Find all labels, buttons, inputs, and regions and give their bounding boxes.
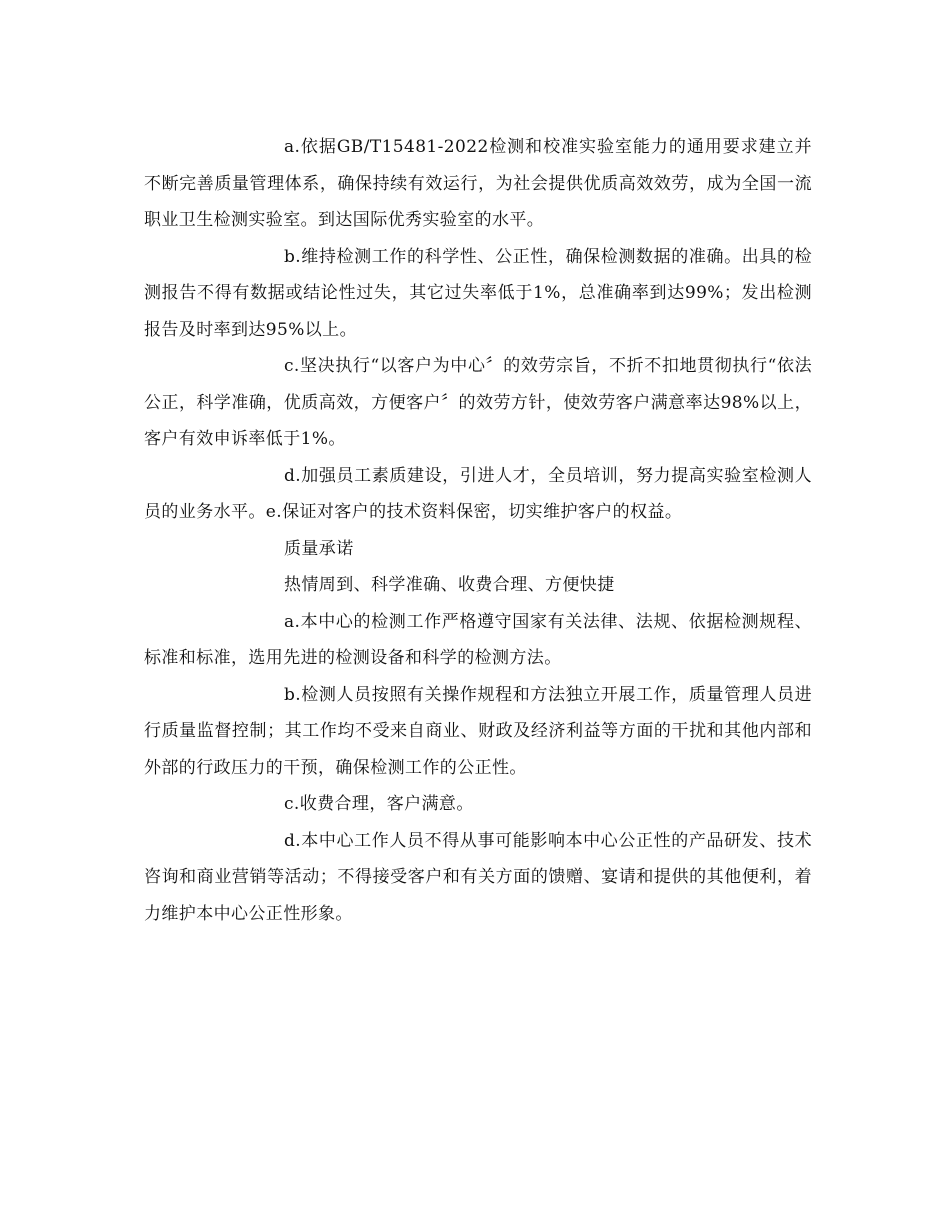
- paragraph-goal-b: b.维持检测工作的科学性、公正性，确保检测数据的准确。出具的检测报告不得有数据或结论性过失，其它过失率低于1%，总准确率到达99%；发出检测报告及时率到达95%以上。: [144, 246, 812, 340]
- paragraph-goal-d-e: d.加强员工素质建设，引进人才，全员培训，努力提高实验室检测人员的业务水平。e.保证对客户的技术资料保密，切实维护客户的权益。: [144, 465, 812, 522]
- paragraph-goal-c: c.坚决执行“以客户为中心〞的效劳宗旨，不折不扣地贯彻执行“依法公正，科学准确，优质高效，方便客户〞的效劳方针，使效劳客户满意率达98%以上，客户有效申诉率低于1%。: [144, 356, 812, 449]
- paragraph-commitment-c: c.收费合理，客户满意。: [284, 794, 474, 814]
- paragraph-commitment-b: b.检测人员按照有关操作规程和方法独立开展工作，质量管理人员进行质量监督控制；其工作均不受来自商业、财政及经济利益等方面的干扰和其他内部和外部的行政压力的干预，确保检测工作的公正性。: [144, 684, 812, 778]
- paragraph-goal-a: a.依据GB/T15481-2022检测和校准实验室能力的通用要求建立并不断完善质量管理体系，确保持续有效运行，为社会提供优质高效效劳，成为全国一流职业卫生检测实验室。到达国际优秀实验室的水平。: [144, 137, 812, 230]
- section-heading-quality-commitment: 质量承诺: [284, 538, 354, 559]
- commitment-slogan: 热情周到、科学准确、收费合理、方便快捷: [284, 575, 615, 595]
- document-body: [144, 129, 812, 932]
- paragraph-commitment-d: d.本中心工作人员不得从事可能影响本中心公正性的产品研发、技术咨询和商业营销等活动；不得接受客户和有关方面的馈赠、宴请和提供的其他便利，着力维护本中心公正性形象。: [144, 830, 812, 924]
- paragraph-commitment-a: a.本中心的检测工作严格遵守国家有关法律、法规、依据检测规程、标准和标准，选用先进的检测设备和科学的检测方法。: [144, 611, 812, 668]
